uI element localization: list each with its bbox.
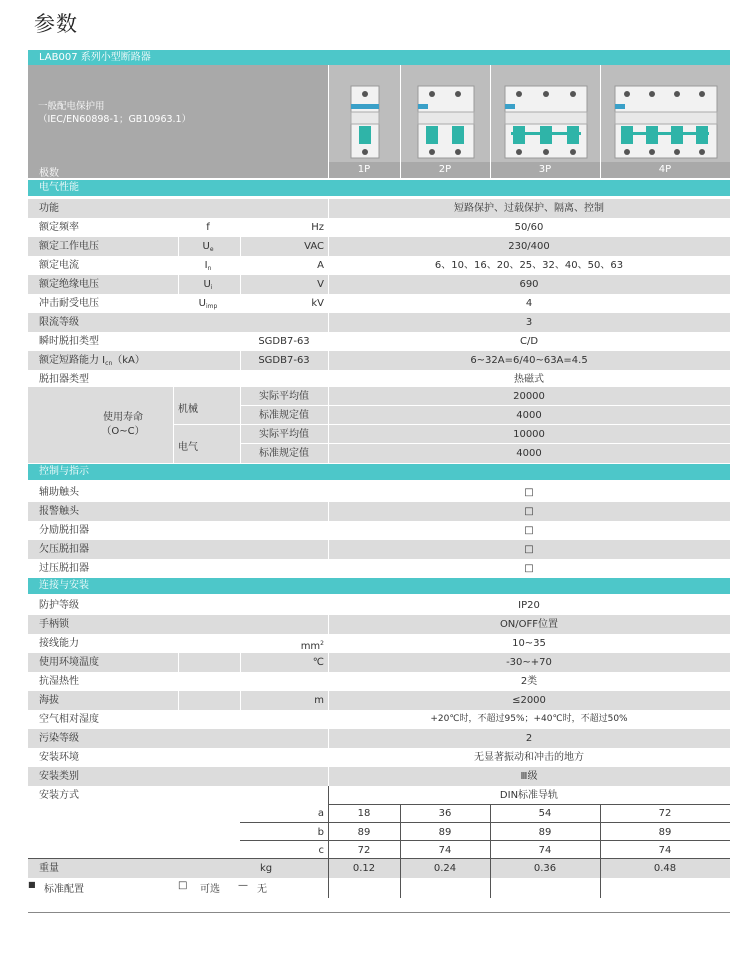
spec-label: 接线能力 [39, 638, 79, 649]
life-kind: 标准规定值 [259, 410, 309, 421]
pole-4p: 4P [658, 164, 672, 175]
install-row [28, 767, 730, 786]
spec-label: 报警触头 [39, 506, 79, 517]
spec-label: 欠压脱扣器 [39, 544, 89, 555]
spec-label: 额定电流 [39, 260, 79, 271]
none-symbol: — [238, 880, 248, 891]
section-control: 控制与指示 [28, 464, 730, 480]
spec-label: 额定工作电压 [39, 241, 99, 252]
table-rule [328, 786, 329, 898]
usage-description [38, 100, 191, 126]
spec-value: 10~35 [512, 638, 546, 649]
legend-none: 无 [257, 884, 267, 895]
spec-value: ON/OFF位置 [499, 619, 559, 630]
table-rule [328, 804, 730, 805]
optional-symbol: □ [178, 880, 188, 891]
spec-value: 3 [525, 317, 533, 328]
spec-row [28, 294, 730, 313]
install-row [28, 729, 730, 748]
spec-label: 脱扣器类型 [39, 374, 89, 385]
pole-3p: 3P [538, 164, 552, 175]
life-value: 4000 [516, 448, 542, 459]
spec-label: 安装类别 [39, 771, 79, 782]
spec-label: 分励脱扣器 [39, 525, 89, 536]
spec-value: 热磁式 [514, 374, 544, 385]
dimension-label: a [317, 808, 324, 819]
dimension-value: 74 [438, 845, 452, 856]
dimension-value: 18 [357, 808, 371, 819]
spec-value: DIN标准导轨 [499, 790, 559, 801]
spec-label: 手柄锁 [39, 619, 69, 630]
spec-value: 230/400 [508, 241, 550, 252]
weight-row [28, 859, 730, 878]
spec-value: IP20 [518, 600, 540, 611]
spec-unit: ℃ [312, 657, 324, 668]
spec-row [28, 237, 730, 256]
spec-label: 海拔 [39, 695, 59, 706]
spec-value: -30~+70 [506, 657, 552, 668]
spec-value: 4 [525, 298, 533, 309]
spec-label: 使用环境温度 [39, 657, 99, 668]
service-life-label: 使用寿命 （O~C） [101, 412, 145, 437]
pole-2p: 2P [438, 164, 452, 175]
spec-value: □ [524, 487, 534, 498]
install-row [28, 748, 730, 767]
spec-value: 无显著振动和冲击的地方 [474, 752, 584, 763]
series-title-bar: LAB007 系列小型断路器 [28, 50, 730, 66]
spec-symbol: f [206, 222, 210, 233]
life-value: 10000 [513, 429, 545, 440]
spec-row [28, 199, 730, 218]
table-rule [490, 804, 491, 898]
usage-line: 一般配电保护用 [38, 101, 105, 112]
spec-symbol: $U_i$ [203, 279, 213, 291]
spec-symbol: $U_e$ [202, 241, 214, 253]
mechanical-label: 机械 [178, 404, 198, 415]
install-row [28, 786, 730, 805]
table-rule [600, 804, 601, 898]
dimension-label: c [318, 845, 324, 856]
install-row [28, 634, 730, 653]
weight-value: 0.12 [352, 863, 376, 874]
spec-label: 冲击耐受电压 [39, 298, 99, 309]
standard-line: （IEC/EN60898-1；GB10963.1） [38, 114, 192, 125]
spec-unit: A [317, 260, 324, 271]
spec-value: 2 [525, 733, 533, 744]
install-row [28, 653, 730, 672]
control-row [28, 521, 730, 540]
spec-value: 2类 [520, 676, 538, 687]
spec-row [28, 218, 730, 237]
install-row [28, 691, 730, 710]
spec-value: +20℃时，不超过95%；+40℃时，不超过50% [430, 714, 628, 724]
poles-label: 极数 [39, 168, 59, 179]
weight-unit: kg [260, 863, 273, 874]
life-kind: 实际平均值 [259, 429, 309, 440]
spec-unit: V [317, 279, 324, 290]
table-rule [28, 858, 730, 859]
spec-value: □ [524, 563, 534, 574]
control-row [28, 483, 730, 502]
dimension-label: b [317, 827, 324, 838]
spec-row [28, 313, 730, 332]
install-row [28, 596, 730, 615]
spec-value: 50/60 [514, 222, 544, 233]
spec-unit: $mm^2$ [300, 640, 324, 652]
dimension-value: 74 [658, 845, 672, 856]
spec-value: □ [524, 525, 534, 536]
weight-value: 0.36 [533, 863, 557, 874]
spec-label: 防护等级 [39, 600, 79, 611]
spec-symbol: $I_n$ [204, 260, 212, 272]
standard-symbol: ■ [28, 880, 36, 889]
legend-optional: 可选 [200, 884, 220, 895]
spec-label: 安装环境 [39, 752, 79, 763]
spec-model: SGDB7-63 [258, 355, 310, 366]
dimension-value: 89 [438, 827, 452, 838]
poles-row [28, 162, 730, 178]
weight-label: 重量 [39, 863, 59, 874]
spec-label: 功能 [39, 203, 59, 214]
spec-value: C/D [519, 336, 539, 347]
dimension-value: 89 [538, 827, 552, 838]
spec-row [28, 351, 730, 370]
pole-1p: 1P [357, 164, 371, 175]
dimension-value: 72 [357, 845, 371, 856]
dimension-value: 89 [658, 827, 672, 838]
dimension-value: 89 [357, 827, 371, 838]
life-value: 20000 [513, 391, 545, 402]
spec-value: Ⅲ级 [520, 771, 538, 782]
spec-value: ≤2000 [512, 695, 546, 706]
spec-label: 限流等级 [39, 317, 79, 328]
spec-label: 额定绝缘电压 [39, 279, 99, 290]
spec-unit: Hz [311, 222, 324, 233]
table-rule [240, 822, 730, 823]
spec-value: □ [524, 506, 534, 517]
spec-label: 安装方式 [39, 790, 79, 801]
section-install: 连接与安装 [28, 578, 730, 594]
install-row [28, 615, 730, 634]
spec-row [28, 256, 730, 275]
electrical-label: 电气 [178, 442, 198, 453]
spec-label: 抗湿热性 [39, 676, 79, 687]
install-row [28, 710, 730, 729]
dimension-value: 74 [538, 845, 552, 856]
spec-row [28, 275, 730, 294]
dimension-row-a [28, 804, 730, 823]
control-row [28, 502, 730, 521]
legend-standard: 标准配置 [44, 884, 84, 895]
weight-value: 0.24 [433, 863, 457, 874]
life-kind: 标准规定值 [259, 448, 309, 459]
install-row [28, 672, 730, 691]
spec-label: 污染等级 [39, 733, 79, 744]
life-kind: 实际平均值 [259, 391, 309, 402]
weight-value: 0.48 [653, 863, 677, 874]
spec-label: 过压脱扣器 [39, 563, 89, 574]
spec-label: 额定频率 [39, 222, 79, 233]
spec-model: SGDB7-63 [258, 336, 310, 347]
spec-unit: kV [311, 298, 324, 309]
control-row [28, 559, 730, 578]
section-electrical: 电气性能 [28, 180, 730, 196]
page-title: 参数 [34, 12, 78, 36]
bottom-rule [28, 912, 730, 913]
table-rule [400, 804, 401, 898]
dimension-value: 36 [438, 808, 452, 819]
spec-label: 额定短路能力 $I_{cn}(kA)$ [39, 355, 145, 367]
spec-unit: m [314, 695, 324, 706]
spec-value: 690 [519, 279, 539, 290]
dimension-value: 54 [538, 808, 552, 819]
control-row [28, 540, 730, 559]
spec-label: 空气相对湿度 [39, 714, 99, 725]
table-rule [240, 840, 730, 841]
spec-label: 瞬时脱扣类型 [39, 336, 99, 347]
spec-row [28, 332, 730, 351]
spec-value: □ [524, 544, 534, 555]
service-life-block [28, 387, 730, 463]
life-value: 4000 [516, 410, 542, 421]
spec-label: 辅助触头 [39, 487, 79, 498]
spec-symbol: $U_{imp}$ [198, 298, 218, 310]
dimension-value: 72 [658, 808, 672, 819]
spec-value: 6、10、16、20、25、32、40、50、63 [434, 260, 624, 271]
spec-value: 短路保护、过载保护、隔离、控制 [454, 203, 604, 214]
spec-value: 6~32A=6/40~63A=4.5 [470, 355, 588, 366]
spec-unit: VAC [304, 241, 324, 252]
